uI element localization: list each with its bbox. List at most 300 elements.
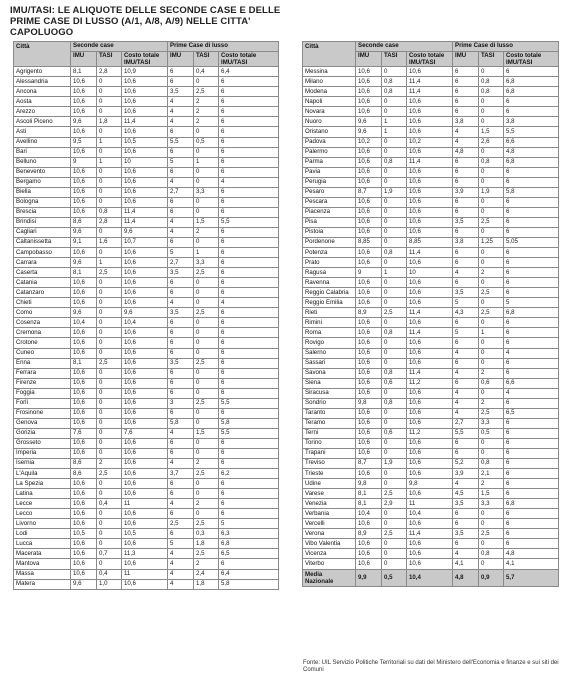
value-cell: 8,6 bbox=[71, 459, 97, 469]
table-row bbox=[303, 97, 559, 107]
city-cell: Varese bbox=[303, 489, 356, 499]
right-rates-table bbox=[302, 41, 559, 587]
value-cell: 1 bbox=[194, 248, 219, 258]
value-cell: 6 bbox=[504, 428, 559, 438]
value-cell: 10,6 bbox=[122, 559, 168, 569]
table-row bbox=[14, 308, 279, 318]
value-cell: 6,5 bbox=[504, 408, 559, 418]
city-cell: Belluno bbox=[14, 157, 71, 167]
value-cell: 6 bbox=[219, 368, 279, 378]
table-row bbox=[14, 258, 279, 268]
value-cell: 6 bbox=[453, 358, 479, 368]
value-cell: 10,6 bbox=[356, 348, 382, 358]
value-cell: 1 bbox=[382, 127, 407, 137]
value-cell: 10,6 bbox=[356, 197, 382, 207]
table-row bbox=[303, 217, 559, 227]
value-cell: 0 bbox=[382, 469, 407, 479]
value-cell: 6 bbox=[453, 67, 479, 77]
value-cell: 0 bbox=[479, 388, 504, 398]
value-cell: 0,6 bbox=[382, 378, 407, 388]
value-cell: 0 bbox=[97, 107, 122, 117]
city-cell: Pisa bbox=[303, 217, 356, 227]
value-cell: 0 bbox=[479, 177, 504, 187]
value-cell: 2,5 bbox=[479, 217, 504, 227]
value-cell: 10,6 bbox=[71, 448, 97, 458]
value-cell: 0 bbox=[97, 127, 122, 137]
value-cell: 0 bbox=[382, 278, 407, 288]
value-cell: 9,6 bbox=[71, 117, 97, 127]
left-rates-table bbox=[13, 41, 279, 590]
value-cell: 10,5 bbox=[71, 529, 97, 539]
city-cell: Piacenza bbox=[303, 207, 356, 217]
value-cell: 0 bbox=[97, 368, 122, 378]
value-cell: 2,5 bbox=[194, 398, 219, 408]
table-row bbox=[303, 67, 559, 77]
value-cell: 10,6 bbox=[407, 519, 453, 529]
table-row bbox=[14, 438, 279, 448]
city-cell: Verbania bbox=[303, 509, 356, 519]
city-cell: Nuoro bbox=[303, 117, 356, 127]
value-cell: 10,6 bbox=[122, 469, 168, 479]
value-cell: 0 bbox=[382, 358, 407, 368]
value-cell: 10,7 bbox=[122, 237, 168, 247]
value-cell: 9,8 bbox=[356, 479, 382, 489]
value-cell: 0 bbox=[97, 539, 122, 549]
value-cell: 10,6 bbox=[356, 438, 382, 448]
value-cell: 2 bbox=[97, 459, 122, 469]
table-row bbox=[14, 428, 279, 438]
value-cell: 3,5 bbox=[453, 288, 479, 298]
value-cell: 6 bbox=[504, 318, 559, 328]
city-cell: Ancona bbox=[14, 87, 71, 97]
value-cell: 6 bbox=[504, 227, 559, 237]
value-cell: 10,6 bbox=[356, 258, 382, 268]
value-cell: 0 bbox=[194, 177, 219, 187]
city-cell: Campobasso bbox=[14, 248, 71, 258]
value-cell: 1 bbox=[479, 328, 504, 338]
value-cell: 9,5 bbox=[71, 137, 97, 147]
value-cell: 2 bbox=[194, 459, 219, 469]
value-cell: 10,6 bbox=[122, 77, 168, 87]
value-cell: 6 bbox=[453, 207, 479, 217]
value-cell: 6 bbox=[219, 489, 279, 499]
value-cell: 8,85 bbox=[407, 237, 453, 247]
value-cell: 2,5 bbox=[479, 529, 504, 539]
city-cell: Rimini bbox=[303, 318, 356, 328]
value-cell: 1,5 bbox=[479, 127, 504, 137]
value-cell: 6 bbox=[453, 509, 479, 519]
city-cell: Ascoli Piceno bbox=[14, 117, 71, 127]
value-cell: 0 bbox=[479, 197, 504, 207]
value-cell: 0 bbox=[382, 237, 407, 247]
table-row bbox=[303, 338, 559, 348]
value-cell: 11,4 bbox=[407, 77, 453, 87]
value-cell: 10,6 bbox=[407, 187, 453, 197]
table-row bbox=[303, 539, 559, 549]
table-row bbox=[303, 237, 559, 247]
city-cell: Treviso bbox=[303, 459, 356, 469]
table-row bbox=[303, 258, 559, 268]
table-row bbox=[14, 77, 279, 87]
city-cell: Livorno bbox=[14, 519, 71, 529]
value-cell: 4 bbox=[453, 268, 479, 278]
value-cell: 0 bbox=[97, 177, 122, 187]
value-cell: 3,8 bbox=[453, 237, 479, 247]
value-cell: 10,6 bbox=[407, 408, 453, 418]
value-cell: 5,8 bbox=[219, 418, 279, 428]
column-header-city: Città bbox=[14, 42, 71, 67]
value-cell: 2,7 bbox=[168, 187, 194, 197]
value-cell: 0 bbox=[194, 77, 219, 87]
value-cell: 6 bbox=[504, 438, 559, 448]
value-cell: 0 bbox=[382, 207, 407, 217]
value-cell: 6 bbox=[504, 67, 559, 77]
city-cell: Grosseto bbox=[14, 438, 71, 448]
value-cell: 0 bbox=[97, 529, 122, 539]
value-cell: 3,5 bbox=[453, 499, 479, 509]
value-cell: 6 bbox=[453, 438, 479, 448]
value-cell: 6 bbox=[219, 358, 279, 368]
value-cell: 6,6 bbox=[504, 137, 559, 147]
value-cell: 10,6 bbox=[356, 358, 382, 368]
average-value-cell: 5,7 bbox=[504, 569, 559, 587]
value-cell: 3,3 bbox=[194, 258, 219, 268]
value-cell: 10,2 bbox=[407, 137, 453, 147]
value-cell: 5,5 bbox=[168, 137, 194, 147]
city-cell: Isernia bbox=[14, 459, 71, 469]
table-row bbox=[303, 127, 559, 137]
value-cell: 0 bbox=[382, 67, 407, 77]
average-value-cell: 4,8 bbox=[453, 569, 479, 587]
value-cell: 10,6 bbox=[122, 519, 168, 529]
value-cell: 6 bbox=[219, 137, 279, 147]
value-cell: 0 bbox=[194, 288, 219, 298]
value-cell: 1,9 bbox=[479, 187, 504, 197]
value-cell: 3,9 bbox=[453, 469, 479, 479]
city-cell: Reggio Emilia bbox=[303, 298, 356, 308]
city-cell: Padova bbox=[303, 137, 356, 147]
table-row bbox=[303, 278, 559, 288]
value-cell: 11,4 bbox=[407, 529, 453, 539]
value-cell: 4 bbox=[504, 388, 559, 398]
column-header-total: Costo totale IMU/TASI bbox=[407, 52, 453, 67]
city-cell: Rovigo bbox=[303, 338, 356, 348]
value-cell: 8,7 bbox=[356, 459, 382, 469]
value-cell: 1,8 bbox=[194, 539, 219, 549]
value-cell: 6 bbox=[168, 529, 194, 539]
value-cell: 0 bbox=[479, 298, 504, 308]
value-cell: 0 bbox=[479, 227, 504, 237]
city-cell: Sondrio bbox=[303, 398, 356, 408]
value-cell: 7,6 bbox=[122, 428, 168, 438]
city-cell: Cremona bbox=[14, 328, 71, 338]
value-cell: 6 bbox=[168, 167, 194, 177]
value-cell: 10,6 bbox=[122, 418, 168, 428]
value-cell: 0 bbox=[382, 258, 407, 268]
city-cell: Milano bbox=[303, 77, 356, 87]
value-cell: 10,6 bbox=[356, 207, 382, 217]
value-cell: 6 bbox=[219, 268, 279, 278]
value-cell: 0 bbox=[194, 489, 219, 499]
value-cell: 6 bbox=[504, 529, 559, 539]
city-cell: Vercelli bbox=[303, 519, 356, 529]
value-cell: 3,9 bbox=[453, 187, 479, 197]
city-cell: La Spezia bbox=[14, 479, 71, 489]
value-cell: 6 bbox=[453, 227, 479, 237]
value-cell: 6 bbox=[168, 479, 194, 489]
value-cell: 10,6 bbox=[122, 338, 168, 348]
value-cell: 8,1 bbox=[356, 489, 382, 499]
value-cell: 9,6 bbox=[356, 127, 382, 137]
city-cell: Alessandria bbox=[14, 77, 71, 87]
column-header-imu: IMU bbox=[453, 52, 479, 67]
city-cell: Forlì bbox=[14, 398, 71, 408]
table-row bbox=[303, 499, 559, 509]
value-cell: 0 bbox=[97, 248, 122, 258]
value-cell: 1,5 bbox=[194, 217, 219, 227]
value-cell: 6 bbox=[219, 107, 279, 117]
value-cell: 6 bbox=[168, 509, 194, 519]
value-cell: 10,6 bbox=[71, 97, 97, 107]
value-cell: 6 bbox=[453, 87, 479, 97]
value-cell: 0 bbox=[194, 368, 219, 378]
table-row bbox=[303, 77, 559, 87]
value-cell: 0,7 bbox=[97, 549, 122, 559]
value-cell: 9,6 bbox=[71, 308, 97, 318]
table-row bbox=[14, 459, 279, 469]
value-cell: 6 bbox=[504, 328, 559, 338]
value-cell: 9,1 bbox=[71, 237, 97, 247]
value-cell: 0,4 bbox=[194, 67, 219, 77]
value-cell: 8,6 bbox=[71, 469, 97, 479]
value-cell: 0 bbox=[479, 509, 504, 519]
value-cell: 9 bbox=[71, 157, 97, 167]
value-cell: 6 bbox=[168, 388, 194, 398]
value-cell: 0 bbox=[97, 288, 122, 298]
value-cell: 6 bbox=[504, 248, 559, 258]
value-cell: 4 bbox=[453, 408, 479, 418]
value-cell: 8,9 bbox=[356, 529, 382, 539]
value-cell: 6 bbox=[219, 499, 279, 509]
value-cell: 10,6 bbox=[407, 227, 453, 237]
value-cell: 0 bbox=[194, 278, 219, 288]
value-cell: 0 bbox=[97, 509, 122, 519]
value-cell: 10,6 bbox=[122, 459, 168, 469]
city-cell: Aosta bbox=[14, 97, 71, 107]
value-cell: 6 bbox=[219, 288, 279, 298]
value-cell: 6 bbox=[504, 469, 559, 479]
value-cell: 8,6 bbox=[71, 217, 97, 227]
value-cell: 4,1 bbox=[453, 559, 479, 569]
value-cell: 2 bbox=[194, 499, 219, 509]
table-row bbox=[14, 87, 279, 97]
value-cell: 1,8 bbox=[194, 579, 219, 589]
value-cell: 10,6 bbox=[356, 408, 382, 418]
value-cell: 5,8 bbox=[168, 418, 194, 428]
value-cell: 10,6 bbox=[407, 448, 453, 458]
city-cell: Verona bbox=[303, 529, 356, 539]
value-cell: 0 bbox=[97, 97, 122, 107]
city-cell: Caserta bbox=[14, 268, 71, 278]
city-cell: Asti bbox=[14, 127, 71, 137]
table-row bbox=[14, 499, 279, 509]
value-cell: 0 bbox=[194, 127, 219, 137]
value-cell: 6 bbox=[504, 358, 559, 368]
value-cell: 0 bbox=[97, 438, 122, 448]
value-cell: 10,6 bbox=[407, 388, 453, 398]
value-cell: 2,5 bbox=[194, 268, 219, 278]
value-cell: 5 bbox=[219, 519, 279, 529]
city-cell: Rieti bbox=[303, 308, 356, 318]
value-cell: 2,6 bbox=[479, 137, 504, 147]
value-cell: 0 bbox=[194, 147, 219, 157]
value-cell: 0 bbox=[194, 479, 219, 489]
city-cell: Roma bbox=[303, 328, 356, 338]
value-cell: 10,6 bbox=[356, 97, 382, 107]
value-cell: 10,4 bbox=[71, 318, 97, 328]
column-group-second-homes: Seconde case bbox=[356, 42, 453, 52]
value-cell: 2,8 bbox=[97, 67, 122, 77]
value-cell: 6 bbox=[219, 187, 279, 197]
city-cell: Siracusa bbox=[303, 388, 356, 398]
value-cell: 1,0 bbox=[97, 579, 122, 589]
table-row bbox=[14, 207, 279, 217]
table-row bbox=[303, 398, 559, 408]
table-row bbox=[303, 368, 559, 378]
value-cell: 10,6 bbox=[407, 217, 453, 227]
value-cell: 10,6 bbox=[122, 579, 168, 589]
value-cell: 2,5 bbox=[479, 408, 504, 418]
value-cell: 10,6 bbox=[122, 348, 168, 358]
value-cell: 6 bbox=[168, 77, 194, 87]
value-cell: 2,5 bbox=[97, 268, 122, 278]
value-cell: 6 bbox=[504, 167, 559, 177]
table-row bbox=[14, 268, 279, 278]
city-cell: Chieti bbox=[14, 298, 71, 308]
value-cell: 6 bbox=[168, 368, 194, 378]
column-group-first-luxury: Prime Case di lusso bbox=[168, 42, 279, 52]
value-cell: 0 bbox=[382, 137, 407, 147]
city-cell: Napoli bbox=[303, 97, 356, 107]
value-cell: 6 bbox=[453, 338, 479, 348]
value-cell: 3,7 bbox=[168, 469, 194, 479]
value-cell: 0 bbox=[382, 448, 407, 458]
value-cell: 10,6 bbox=[122, 398, 168, 408]
value-cell: 3,3 bbox=[479, 418, 504, 428]
value-cell: 10,6 bbox=[407, 298, 453, 308]
value-cell: 0 bbox=[479, 278, 504, 288]
value-cell: 6 bbox=[168, 278, 194, 288]
value-cell: 0 bbox=[194, 207, 219, 217]
value-cell: 10,6 bbox=[407, 117, 453, 127]
value-cell: 4 bbox=[168, 499, 194, 509]
value-cell: 5 bbox=[504, 298, 559, 308]
value-cell: 2 bbox=[194, 97, 219, 107]
value-cell: 0 bbox=[382, 539, 407, 549]
city-cell: Savona bbox=[303, 368, 356, 378]
value-cell: 10,6 bbox=[122, 368, 168, 378]
value-cell: 0,8 bbox=[382, 77, 407, 87]
table-row bbox=[303, 479, 559, 489]
value-cell: 10,6 bbox=[71, 438, 97, 448]
table-row bbox=[14, 398, 279, 408]
value-cell: 0 bbox=[382, 227, 407, 237]
value-cell: 6 bbox=[219, 348, 279, 358]
value-cell: 10,6 bbox=[71, 368, 97, 378]
value-cell: 0 bbox=[97, 559, 122, 569]
value-cell: 10,6 bbox=[356, 519, 382, 529]
value-cell: 8,1 bbox=[71, 67, 97, 77]
value-cell: 6 bbox=[504, 539, 559, 549]
value-cell: 6 bbox=[219, 117, 279, 127]
value-cell: 4 bbox=[168, 569, 194, 579]
value-cell: 6 bbox=[453, 107, 479, 117]
table-row bbox=[303, 147, 559, 157]
city-cell: Macerata bbox=[14, 549, 71, 559]
value-cell: 10,6 bbox=[356, 428, 382, 438]
value-cell: 0,4 bbox=[97, 569, 122, 579]
value-cell: 9,6 bbox=[71, 579, 97, 589]
city-cell: Novara bbox=[303, 107, 356, 117]
value-cell: 11,3 bbox=[122, 549, 168, 559]
column-group-second-homes: Seconde case bbox=[71, 42, 168, 52]
table-row bbox=[303, 197, 559, 207]
value-cell: 10,6 bbox=[71, 288, 97, 298]
value-cell: 7,6 bbox=[71, 428, 97, 438]
city-cell: Reggio Calabria bbox=[303, 288, 356, 298]
value-cell: 6 bbox=[504, 217, 559, 227]
value-cell: 10 bbox=[407, 268, 453, 278]
value-cell: 0 bbox=[97, 187, 122, 197]
value-cell: 10,6 bbox=[71, 278, 97, 288]
city-cell: Lodi bbox=[14, 529, 71, 539]
value-cell: 0 bbox=[97, 278, 122, 288]
table-row bbox=[303, 438, 559, 448]
value-cell: 2 bbox=[479, 268, 504, 278]
value-cell: 10,6 bbox=[122, 448, 168, 458]
value-cell: 3,5 bbox=[168, 358, 194, 368]
value-cell: 3,5 bbox=[168, 308, 194, 318]
value-cell: 6 bbox=[504, 448, 559, 458]
column-header-tasi: TASI bbox=[97, 52, 122, 67]
value-cell: 10,6 bbox=[356, 288, 382, 298]
value-cell: 10,6 bbox=[71, 519, 97, 529]
value-cell: 0 bbox=[382, 388, 407, 398]
value-cell: 10,6 bbox=[122, 388, 168, 398]
value-cell: 10,6 bbox=[122, 248, 168, 258]
value-cell: 6 bbox=[453, 539, 479, 549]
column-header-total: Costo totale IMU/TASI bbox=[122, 52, 168, 67]
value-cell: 10,6 bbox=[356, 278, 382, 288]
value-cell: 6 bbox=[504, 288, 559, 298]
value-cell: 0 bbox=[479, 107, 504, 117]
value-cell: 4 bbox=[168, 559, 194, 569]
value-cell: 6 bbox=[168, 147, 194, 157]
value-cell: 0 bbox=[194, 318, 219, 328]
value-cell: 5,05 bbox=[504, 237, 559, 247]
average-value-cell: 0,9 bbox=[479, 569, 504, 587]
table-row bbox=[303, 549, 559, 559]
table-row bbox=[303, 489, 559, 499]
value-cell: 6 bbox=[453, 197, 479, 207]
table-row bbox=[14, 358, 279, 368]
city-cell: Lucca bbox=[14, 539, 71, 549]
column-header-total: Costo totale IMU/TASI bbox=[219, 52, 279, 67]
value-cell: 10,6 bbox=[407, 177, 453, 187]
value-cell: 5,8 bbox=[219, 579, 279, 589]
table-row bbox=[303, 187, 559, 197]
value-cell: 10,6 bbox=[71, 388, 97, 398]
